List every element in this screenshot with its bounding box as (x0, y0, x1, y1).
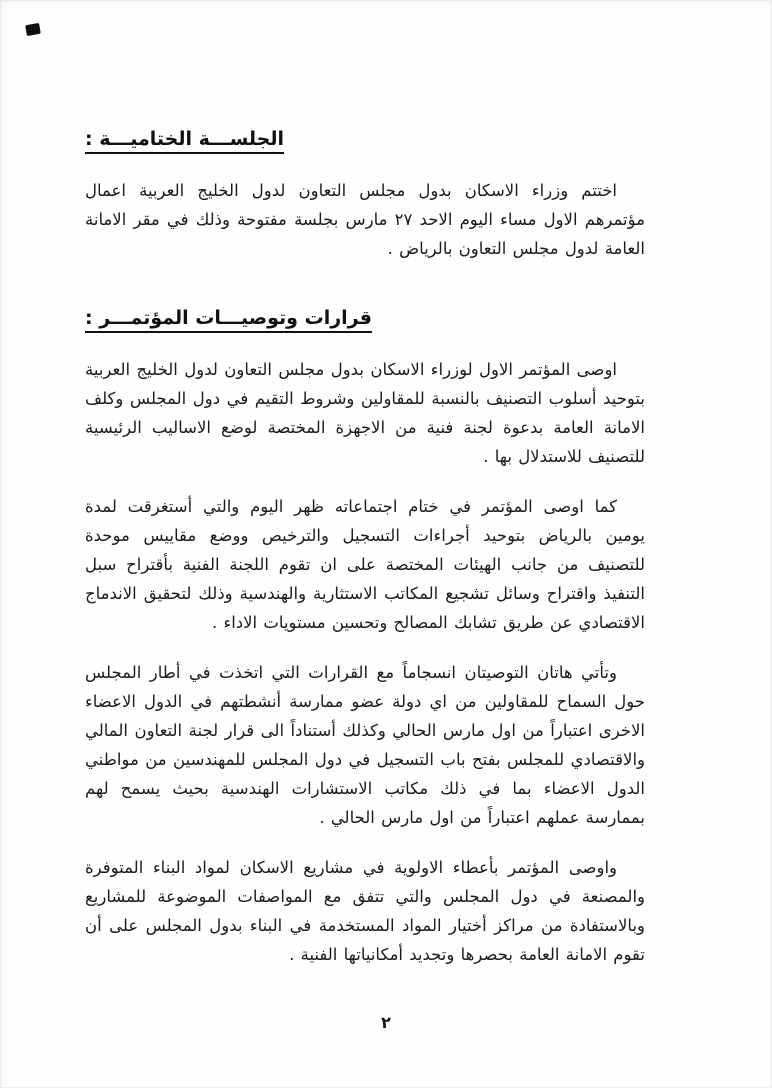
resolutions-paragraph-1: اوصى المؤتمر الاول لوزراء الاسكان بدول مجلس التعاون لدول الخليج العربية بتوحيد أسلوب التصنيف بالنسبة للمقاولين وشروط التقيم في دول المجلس وكلف الامانة العامة بدعوة لجنة فنية من الاجهزة المختصة لوضع الاساليب الرئيسية للتصنيف للاستدلال بها . (85, 360, 645, 466)
resolutions-paragraph-2: كما اوصى المؤتمر في ختام اجتماعاته ظهر اليوم والتي أستغرقت لمدة يومين بالرياض بتوحيد أجراءات التسجيل والترخيص ووضع مقاييس موحدة للتصنيف من جانب الهيئات المختصة على ان تقوم اللجنة الفنية بأقتراح سبل التنفيذ واقتراح وسائل تشجيع المكاتب الاستثارية والهندسية وذلك لتحقيق الاندماج الاقتصادي عن طريق تشابك المصالح وتحسين مستويات الاداء . (85, 497, 645, 632)
document-content (85, 128, 645, 990)
section-closing-session (85, 128, 645, 263)
closing-session-heading: الجلســـة الختاميـــة : (85, 128, 285, 150)
closing-session-paragraph: اختتم وزراء الاسكان بدول مجلس التعاون لدول الخليج العربية اعمال مؤتمرهم الاول مساء اليوم الاحد ٢٧ مارس بجلسة مفتوحة وذلك في مقر الامانة العامة لدول مجلس التعاون بالرياض . (85, 181, 646, 258)
scan-artifact-mark (25, 23, 41, 36)
resolutions-heading: قرارات وتوصيـــات المؤتمـــر : (85, 307, 372, 329)
resolutions-paragraph-3: وتأتي هاتان التوصيتان انسجاماً مع القرارات التي اتخذت في أطار المجلس حول السماح للمقاولين من اي دولة عضو ممارسة أنشطتهم في الدول الاعضاء الاخرى اعتباراً من اول مارس الحالي وكذلك أستناداً الى قرار لجنة التعاون المالي والاقتصادي للمجلس بفتح باب التسجيل في دول المجلس للمهندسين من مواطني الدول الاعضاء بما في ذلك مكاتب الاستشارات الهندسية بحيث يسمح لهم بممارسة عملهم اعتباراً من اول مارس الحالي . (85, 663, 645, 827)
resolutions-paragraph-4: واوصى المؤتمر بأعطاء الاولوية في مشاريع الاسكان لمواد البناء المتوفرة والمصنعة في دول المجلس والتي تتفق مع المواصفات الموضوعة للمشاريع وبالاستفادة من مراكز أختيار المواد المستخدمة في البناء بدول المجلس على أن تقوم الامانة العامة بحصرها وتجديد أمكانياتها الفنية . (85, 858, 645, 964)
section-conference-resolutions (85, 307, 645, 969)
page-number: ٢ (381, 1013, 391, 1032)
